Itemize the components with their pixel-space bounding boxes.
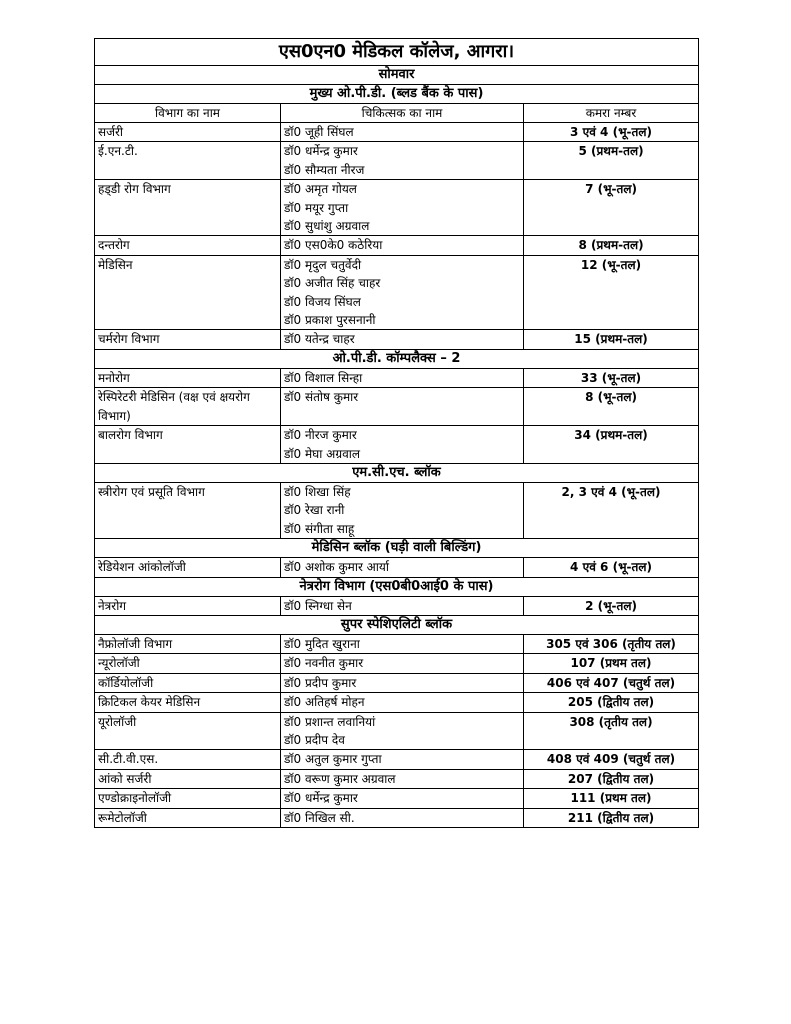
doctor-cell	[281, 750, 524, 769]
doctor-cell	[281, 596, 524, 615]
doctor-name: डॉ0 मेघा अग्रवाल	[284, 446, 361, 461]
table-row	[95, 255, 699, 330]
room-cell: 33 (भू-तल)	[524, 368, 699, 387]
doctor-cell	[281, 368, 524, 387]
doctor-cell	[281, 673, 524, 692]
room-cell: 2 (भू-तल)	[524, 596, 699, 615]
department-cell: हड्‌डी रोग विभाग	[95, 180, 281, 236]
department-cell: एण्डोक्राइनोलॉजी	[95, 789, 281, 808]
room-cell: 5 (प्रथम-तल)	[524, 142, 699, 180]
table-row	[95, 634, 699, 653]
department-cell: रूमेटोलॉजी	[95, 808, 281, 827]
doctor-name: डॉ0 अतुल कुमार गुप्ता	[284, 752, 382, 767]
room-cell: 12 (भू-तल)	[524, 255, 699, 330]
department-cell: क्रिटिकल केयर मेडिसिन	[95, 693, 281, 712]
table-row	[95, 693, 699, 712]
doctor-cell	[281, 634, 524, 653]
department-cell: सर्जरी	[95, 123, 281, 142]
table-row	[95, 673, 699, 692]
doctor-name: डॉ0 विजय सिंघल	[284, 294, 361, 309]
table-row	[95, 388, 699, 426]
doctor-cell	[281, 654, 524, 673]
doctor-name: डॉ0 विशाल सिन्हा	[284, 370, 363, 385]
table-row	[95, 123, 699, 142]
doctor-name: डॉ0 संतोष कुमार	[284, 390, 359, 405]
table-row	[95, 482, 699, 538]
doctor-name: डॉ0 प्रदीप देव	[284, 732, 345, 747]
document-title: एस0एन0 मेडिकल कॉलेज, आगरा।	[95, 39, 699, 66]
day-row	[95, 66, 699, 85]
table-row	[95, 789, 699, 808]
doctor-name: डॉ0 शिखा सिंह	[284, 484, 351, 499]
table-row	[95, 808, 699, 827]
title-row	[95, 39, 699, 66]
department-cell: कॉर्डियोलॉजी	[95, 673, 281, 692]
room-cell: 308 (तृतीय तल)	[524, 712, 699, 750]
department-cell: नैफ्रोलॉजी विभाग	[95, 634, 281, 653]
doctor-cell	[281, 123, 524, 142]
table-row	[95, 596, 699, 615]
doctor-name: डॉ0 एस0के0 कठेरिया	[284, 238, 383, 253]
doctor-name: डॉ0 जूही सिंघल	[284, 125, 354, 139]
doctor-name: डॉ0 नीरज कुमार	[284, 428, 357, 443]
column-header-row	[95, 104, 699, 123]
section-heading: ओ.पी.डी. कॉम्पलैक्स – 2	[95, 349, 699, 368]
table-row	[95, 180, 699, 236]
room-cell: 111 (प्रथम तल)	[524, 789, 699, 808]
department-cell: सी.टी.वी.एस.	[95, 750, 281, 769]
table-row	[95, 558, 699, 577]
room-cell: 7 (भू-तल)	[524, 180, 699, 236]
doctor-cell	[281, 789, 524, 808]
room-cell: 15 (प्रथम-तल)	[524, 330, 699, 349]
doctor-name: डॉ0 संगीता साहू	[284, 521, 355, 536]
section-heading: मुख्य ओ.पी.डी. (ब्लड बैंक के पास)	[95, 85, 699, 104]
doctor-name: डॉ0 प्रशान्त लवानियां	[284, 714, 376, 729]
schedule-body	[95, 39, 699, 828]
doctor-cell	[281, 426, 524, 464]
department-cell: मेडिसिन	[95, 255, 281, 330]
room-column-header: कमरा नम्बर	[524, 104, 699, 123]
doctor-name: डॉ0 अतिहर्ष मोहन	[284, 695, 365, 710]
doctor-cell	[281, 255, 524, 330]
department-cell: मनोरोग	[95, 368, 281, 387]
section-heading-row	[95, 85, 699, 104]
doctor-name: डॉ0 धर्मेन्द्र कुमार	[284, 144, 358, 159]
doctor-cell	[281, 712, 524, 750]
doctor-name: डॉ0 प्रदीप कुमार	[284, 675, 357, 690]
section-heading-row	[95, 577, 699, 596]
table-row	[95, 654, 699, 673]
doctor-cell	[281, 558, 524, 577]
dept-column-header: विभाग का नाम	[95, 104, 281, 123]
doctor-cell	[281, 180, 524, 236]
table-row	[95, 750, 699, 769]
table-row	[95, 426, 699, 464]
room-cell: 3 एवं 4 (भू-तल)	[524, 123, 699, 142]
section-heading-row	[95, 615, 699, 634]
doctor-name: डॉ0 अमृत गोयल	[284, 182, 357, 197]
section-heading: नेत्ररोग विभाग (एस0बी0आई0 के पास)	[95, 577, 699, 596]
department-cell: आंको सर्जरी	[95, 769, 281, 788]
doctor-cell	[281, 388, 524, 426]
doctor-cell	[281, 142, 524, 180]
department-cell: बालरोग विभाग	[95, 426, 281, 464]
doctor-name: डॉ0 धर्मेन्द्र कुमार	[284, 791, 358, 806]
section-heading-row	[95, 349, 699, 368]
table-row	[95, 368, 699, 387]
room-cell: 8 (प्रथम-तल)	[524, 236, 699, 255]
doctor-name: डॉ0 रेखा रानी	[284, 503, 345, 518]
opd-schedule-table	[94, 38, 699, 828]
doctor-cell	[281, 693, 524, 712]
room-cell: 305 एवं 306 (तृतीय तल)	[524, 634, 699, 653]
doctor-cell	[281, 808, 524, 827]
department-cell: यूरोलॉजी	[95, 712, 281, 750]
doctor-name: डॉ0 निखिल सी.	[284, 810, 355, 825]
department-cell: स्त्रीरोग एवं प्रसूति विभाग	[95, 482, 281, 538]
day-heading: सोमवार	[95, 66, 699, 85]
room-cell: 211 (द्वितीय तल)	[524, 808, 699, 827]
department-cell: ई.एन.टी.	[95, 142, 281, 180]
section-heading: एम.सी.एच. ब्लॉक	[95, 463, 699, 482]
room-cell: 8 (भू-तल)	[524, 388, 699, 426]
section-heading: मेडिसिन ब्लॉक (घड़ी वाली बिल्डिंग)	[95, 539, 699, 558]
doctor-column-header: चिकित्सक का नाम	[281, 104, 524, 123]
section-heading-row	[95, 539, 699, 558]
section-heading: सुपर स्पेशिएलिटी ब्लॉक	[95, 615, 699, 634]
room-cell: 408 एवं 409 (चतुर्थ तल)	[524, 750, 699, 769]
room-cell: 205 (द्वितीय तल)	[524, 693, 699, 712]
doctor-name: डॉ0 अजीत सिंह चाहर	[284, 276, 381, 291]
doctor-name: डॉ0 मयूर गुप्ता	[284, 200, 349, 215]
table-row	[95, 712, 699, 750]
doctor-name: डॉ0 सुधांशु अग्रवाल	[284, 219, 370, 234]
table-row	[95, 330, 699, 349]
department-cell: रेस्पिरेटरी मेडिसिन (वक्ष एवं क्षयरोग विभाग)	[95, 388, 281, 426]
doctor-name: डॉ0 सौम्यता नीरज	[284, 162, 365, 177]
table-row	[95, 142, 699, 180]
room-cell: 4 एवं 6 (भू-तल)	[524, 558, 699, 577]
room-cell: 207 (द्वितीय तल)	[524, 769, 699, 788]
doctor-name: डॉ0 वरूण कुमार अग्रवाल	[284, 771, 396, 786]
doctor-name: डॉ0 मृदुल चतुर्वेदी	[284, 257, 362, 272]
doctor-name: डॉ0 यतेन्द्र चाहर	[284, 332, 355, 347]
room-cell: 107 (प्रथम तल)	[524, 654, 699, 673]
doctor-name: डॉ0 नवनीत कुमार	[284, 656, 364, 671]
doctor-name: डॉ0 अशोक कुमार आर्या	[284, 560, 389, 575]
doctor-cell	[281, 769, 524, 788]
table-row	[95, 769, 699, 788]
doctor-name: डॉ0 मुदित खुराना	[284, 636, 360, 651]
department-cell: चर्मरोग विभाग	[95, 330, 281, 349]
doctor-cell	[281, 330, 524, 349]
doctor-name: डॉ0 स्निग्धा सेन	[284, 598, 352, 613]
room-cell: 406 एवं 407 (चतुर्थ तल)	[524, 673, 699, 692]
room-cell: 34 (प्रथम-तल)	[524, 426, 699, 464]
section-heading-row	[95, 463, 699, 482]
doctor-cell	[281, 482, 524, 538]
department-cell: रेडियेशन आंकोलॉजी	[95, 558, 281, 577]
department-cell: न्यूरोलॉजी	[95, 654, 281, 673]
department-cell: नेत्ररोग	[95, 596, 281, 615]
doctor-cell	[281, 236, 524, 255]
room-cell: 2, 3 एवं 4 (भू-तल)	[524, 482, 699, 538]
department-cell: दन्तरोग	[95, 236, 281, 255]
table-row	[95, 236, 699, 255]
doctor-name: डॉ0 प्रकाश पुरसनानी	[284, 313, 376, 328]
